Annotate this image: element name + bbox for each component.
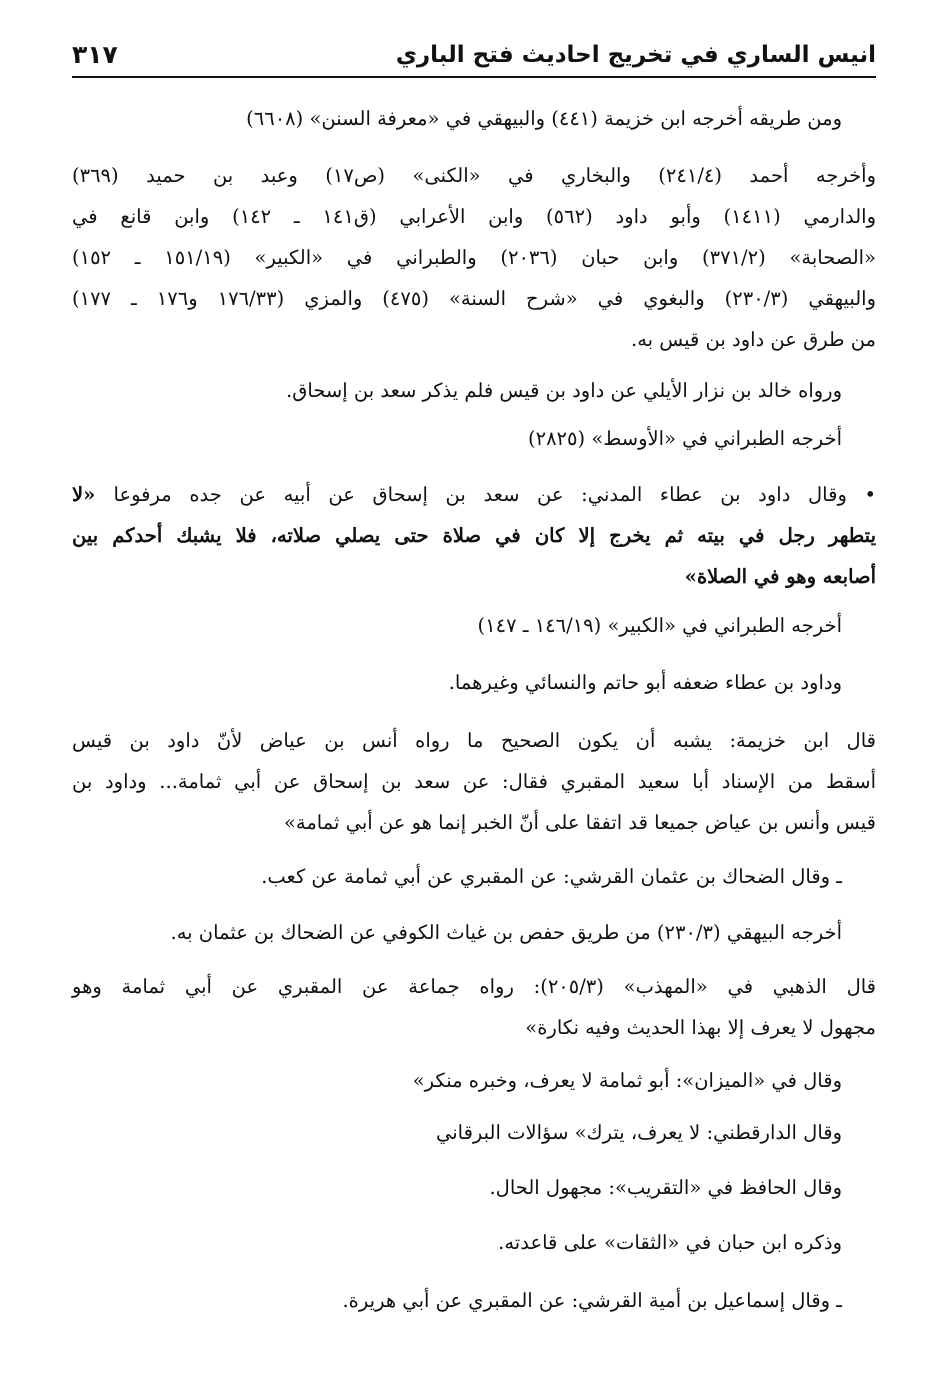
page-number: ٣١٧ <box>72 40 118 69</box>
paragraph-hafiz-taqrib: وقال الحافظ في «التقريب»: مجهول الحال. <box>489 1176 842 1199</box>
text-line: قال الذهبي في «المهذب» (٢٠٥/٣): رواه جماعة عن المقبري عن أبي ثمامة وهو <box>72 975 876 998</box>
paragraph-dhahabi-muhadhdhab <box>72 966 876 1048</box>
paragraph-dahhak-ibn-uthman: ـ وقال الضحاك بن عثمان القرشي: عن المقبري عن أبي ثمامة عن كعب. <box>261 865 842 888</box>
text-line: من طرق عن داود بن قيس به. <box>631 328 876 351</box>
text-line: قيس وأنس بن عياض جميعا قد اتفقا على أنّ الخبر إنما هو عن أبي ثمامة» <box>283 811 876 834</box>
text-line: مجهول لا يعرف إلا بهذا الحديث وفيه نكارة» <box>525 1016 876 1039</box>
narration-lead: • وقال داود بن عطاء المدني: عن سعد بن إسحاق عن أبيه عن جده مرفوعا <box>113 483 876 506</box>
text-line: قال ابن خزيمة: يشبه أن يكون الصحيح ما رواه أنس بن عياض لأنّ داود بن قيس <box>72 729 876 752</box>
text-line: «الصحابة» (٣٧١/٢) وابن حبان (٢٠٣٦) والطبراني في «الكبير» (١٥١/١٩ ـ ١٥٢) <box>72 246 876 269</box>
paragraph-ismail-ibn-umayya: ـ وقال إسماعيل بن أمية القرشي: عن المقبري عن أبي هريرة. <box>342 1289 842 1312</box>
paragraph-tabarani-kabir: أخرجه الطبراني في «الكبير» (١٤٦/١٩ ـ ١٤٧) <box>477 614 842 637</box>
paragraph-takhrij-list <box>72 155 876 360</box>
running-title: انيس الساري في تخريج احاديث فتح الباري <box>395 42 876 68</box>
text-line: وأخرجه أحمد (٢٤١/٤) والبخاري في «الكنى» (ص١٧) وعبد بن حميد (٣٦٩) <box>72 164 876 187</box>
paragraph-daraqutni: وقال الدارقطني: لا يعرف، يترك» سؤالات البرقاني <box>435 1121 842 1144</box>
hadith-text-start: «لا <box>72 483 114 506</box>
text-line: أسقط من الإسناد أبا سعيد المقبري فقال: عن سعد بن إسحاق عن أبي ثمامة... وداود بن <box>72 770 876 793</box>
hadith-text: أصابعه وهو في الصلاة» <box>684 565 876 588</box>
text-line: والدارمي (١٤١١) وأبو داود (٥٦٢) وابن الأعرابي (ق١٤١ ـ ١٤٢) وابن قانع في <box>72 205 877 228</box>
paragraph-tabarani-awsat: أخرجه الطبراني في «الأوسط» (٢٨٢٥) <box>528 427 842 450</box>
paragraph-dawud-ibn-ata-weak: وداود بن عطاء ضعفه أبو حاتم والنسائي وغيرهما. <box>448 671 842 694</box>
text-line: والبيهقي (٢٣٠/٣) والبغوي في «شرح السنة» (٤٧٥) والمزي (١٧٦/٣٣ و١٧٦ ـ ١٧٧) <box>72 287 876 310</box>
paragraph-khalid-ibn-nizar: ورواه خالد بن نزار الأيلي عن داود بن قيس فلم يذكر سعد بن إسحاق. <box>286 379 842 402</box>
page-header <box>72 38 876 78</box>
paragraph-bayhaqi-hafs: أخرجه البيهقي (٢٣٠/٣) من طريق حفص بن غياث الكوفي عن الضحاك بن عثمان به. <box>170 921 842 944</box>
paragraph-ibn-khuzayma-bayhaqi: ومن طريقه أخرجه ابن خزيمة (٤٤١) والبيهقي في «معرفة السنن» (٦٦٠٨) <box>246 107 842 130</box>
paragraph-ibn-hibban-thiqat: وذكره ابن حبان في «الثقات» على قاعدته. <box>498 1231 842 1254</box>
paragraph-mizan: وقال في «الميزان»: أبو ثمامة لا يعرف، وخبره منكر» <box>412 1069 842 1092</box>
text-line <box>72 474 876 515</box>
paragraph-ibn-khuzayma-comment <box>72 720 876 843</box>
hadith-text: يتطهر رجل في بيته ثم يخرج إلا كان في صلاة حتى يصلي صلاته، فلا يشبك أحدكم بين <box>72 524 876 547</box>
paragraph-dawud-ibn-ata-hadith <box>72 474 876 597</box>
